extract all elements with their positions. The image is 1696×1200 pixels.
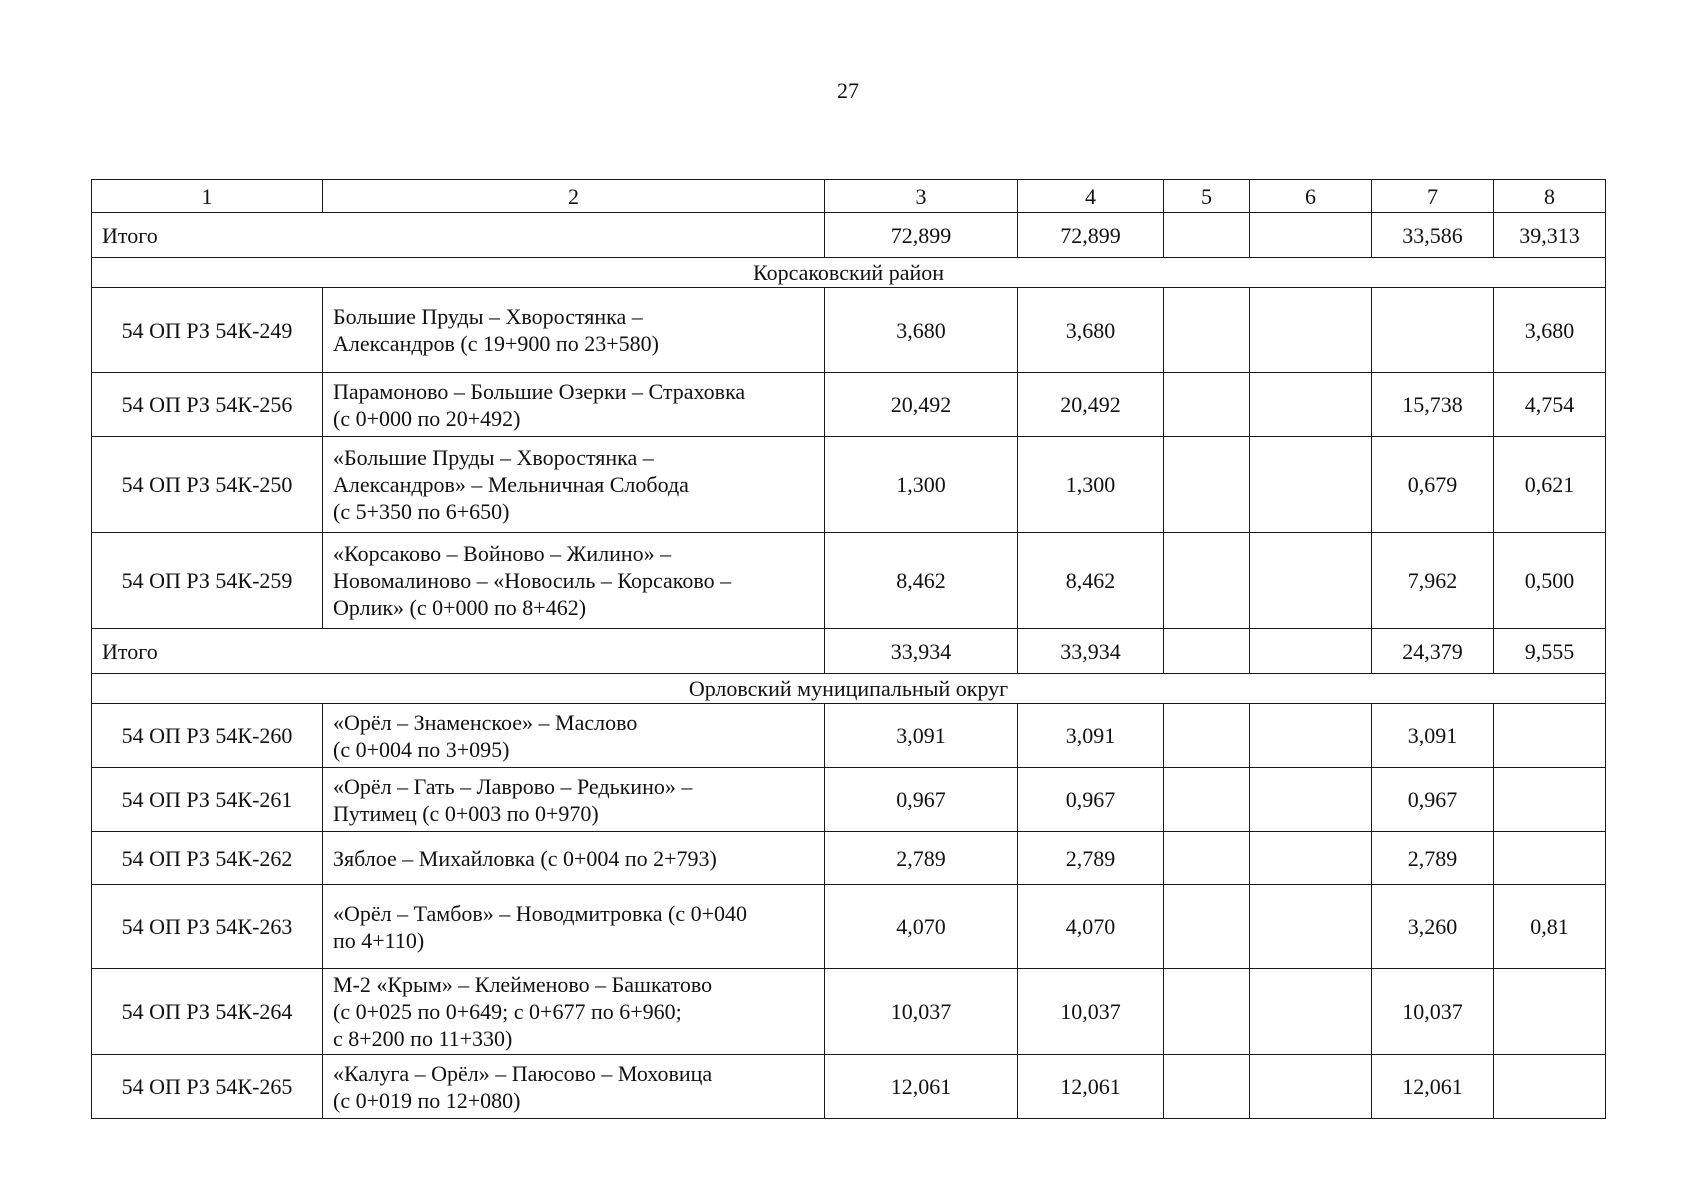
value-col-5	[1164, 533, 1250, 629]
value-col-8	[1494, 832, 1606, 885]
value-col-6	[1250, 885, 1372, 969]
total-value-col-8: 9,555	[1494, 629, 1606, 674]
column-number-3: 3	[825, 180, 1018, 213]
column-number-7: 7	[1372, 180, 1494, 213]
total-value-col-4: 72,899	[1018, 213, 1164, 258]
road-code: 54 ОП РЗ 54К-263	[92, 885, 323, 969]
total-row	[92, 213, 1606, 258]
road-code: 54 ОП РЗ 54К-259	[92, 533, 323, 629]
total-value-col-5	[1164, 213, 1250, 258]
value-col-8: 0,621	[1494, 437, 1606, 533]
value-col-7: 2,789	[1372, 832, 1494, 885]
total-value-col-3: 33,934	[825, 629, 1018, 674]
value-col-7: 7,962	[1372, 533, 1494, 629]
value-col-8: 0,500	[1494, 533, 1606, 629]
total-value-col-8: 39,313	[1494, 213, 1606, 258]
value-col-6	[1250, 768, 1372, 832]
value-col-4: 8,462	[1018, 533, 1164, 629]
value-col-3: 4,070	[825, 885, 1018, 969]
total-label: Итого	[92, 629, 825, 674]
value-col-5	[1164, 1055, 1250, 1119]
value-col-5	[1164, 969, 1250, 1055]
value-col-3: 2,789	[825, 832, 1018, 885]
road-table	[91, 179, 1606, 1119]
road-code: 54 ОП РЗ 54К-261	[92, 768, 323, 832]
road-name: Парамоново – Большие Озерки – Страховка (с 0+000 по 20+492)	[323, 373, 825, 437]
table-row	[92, 288, 1606, 373]
table-row	[92, 704, 1606, 768]
value-col-7: 3,091	[1372, 704, 1494, 768]
total-value-col-4: 33,934	[1018, 629, 1164, 674]
section-heading: Корсаковский район	[92, 258, 1606, 288]
value-col-7: 3,260	[1372, 885, 1494, 969]
value-col-3: 3,680	[825, 288, 1018, 373]
road-name: Зяблое – Михайловка (с 0+004 по 2+793)	[323, 832, 825, 885]
column-number-6: 6	[1250, 180, 1372, 213]
table-row	[92, 533, 1606, 629]
value-col-4: 12,061	[1018, 1055, 1164, 1119]
road-code: 54 ОП РЗ 54К-249	[92, 288, 323, 373]
value-col-3: 8,462	[825, 533, 1018, 629]
total-row	[92, 629, 1606, 674]
value-col-6	[1250, 533, 1372, 629]
value-col-4: 2,789	[1018, 832, 1164, 885]
total-value-col-5	[1164, 629, 1250, 674]
value-col-4: 3,091	[1018, 704, 1164, 768]
road-name: «Орёл – Гать – Лаврово – Редькино» – Путимец (с 0+003 по 0+970)	[323, 768, 825, 832]
value-col-7: 15,738	[1372, 373, 1494, 437]
road-code: 54 ОП РЗ 54К-262	[92, 832, 323, 885]
value-col-3: 0,967	[825, 768, 1018, 832]
value-col-8: 4,754	[1494, 373, 1606, 437]
value-col-6	[1250, 437, 1372, 533]
value-col-5	[1164, 704, 1250, 768]
road-name: «Калуга – Орёл» – Паюсово – Моховица (с 0+019 по 12+080)	[323, 1055, 825, 1119]
value-col-3: 20,492	[825, 373, 1018, 437]
road-name: «Большие Пруды – Хворостянка – Александров» – Мельничная Слобода (с 5+350 по 6+650)	[323, 437, 825, 533]
road-name: М-2 «Крым» – Клейменово – Башкатово (с 0+025 по 0+649; с 0+677 по 6+960; с 8+200 по 11+330)	[323, 969, 825, 1055]
table-row	[92, 1055, 1606, 1119]
road-code: 54 ОП РЗ 54К-260	[92, 704, 323, 768]
page-number: 27	[837, 78, 859, 103]
value-col-7: 10,037	[1372, 969, 1494, 1055]
value-col-8: 3,680	[1494, 288, 1606, 373]
table-row	[92, 373, 1606, 437]
section-heading-row	[92, 674, 1606, 704]
value-col-7: 0,967	[1372, 768, 1494, 832]
total-value-col-6	[1250, 213, 1372, 258]
road-code: 54 ОП РЗ 54К-250	[92, 437, 323, 533]
value-col-7: 12,061	[1372, 1055, 1494, 1119]
road-code: 54 ОП РЗ 54К-265	[92, 1055, 323, 1119]
road-name: «Орёл – Знаменское» – Маслово (с 0+004 по 3+095)	[323, 704, 825, 768]
value-col-5	[1164, 373, 1250, 437]
value-col-8	[1494, 1055, 1606, 1119]
value-col-6	[1250, 704, 1372, 768]
value-col-5	[1164, 768, 1250, 832]
road-name: «Орёл – Тамбов» – Новодмитровка (с 0+040 по 4+110)	[323, 885, 825, 969]
value-col-3: 1,300	[825, 437, 1018, 533]
total-value-col-6	[1250, 629, 1372, 674]
value-col-6	[1250, 288, 1372, 373]
value-col-4: 10,037	[1018, 969, 1164, 1055]
column-number-4: 4	[1018, 180, 1164, 213]
table-row	[92, 832, 1606, 885]
value-col-3: 12,061	[825, 1055, 1018, 1119]
column-number-5: 5	[1164, 180, 1250, 213]
column-number-row	[92, 180, 1606, 213]
table-body	[92, 180, 1606, 1119]
total-value-col-7: 33,586	[1372, 213, 1494, 258]
value-col-4: 3,680	[1018, 288, 1164, 373]
value-col-5	[1164, 832, 1250, 885]
value-col-4: 20,492	[1018, 373, 1164, 437]
value-col-5	[1164, 288, 1250, 373]
value-col-6	[1250, 373, 1372, 437]
total-value-col-7: 24,379	[1372, 629, 1494, 674]
value-col-5	[1164, 437, 1250, 533]
value-col-7	[1372, 288, 1494, 373]
column-number-8: 8	[1494, 180, 1606, 213]
value-col-6	[1250, 969, 1372, 1055]
value-col-6	[1250, 1055, 1372, 1119]
value-col-7: 0,679	[1372, 437, 1494, 533]
column-number-2: 2	[323, 180, 825, 213]
road-code: 54 ОП РЗ 54К-264	[92, 969, 323, 1055]
value-col-4: 4,070	[1018, 885, 1164, 969]
column-number-1: 1	[92, 180, 323, 213]
value-col-3: 10,037	[825, 969, 1018, 1055]
table-row	[92, 969, 1606, 1055]
section-heading-row	[92, 258, 1606, 288]
value-col-8	[1494, 768, 1606, 832]
total-label: Итого	[92, 213, 825, 258]
total-value-col-3: 72,899	[825, 213, 1018, 258]
table-row	[92, 768, 1606, 832]
value-col-4: 1,300	[1018, 437, 1164, 533]
road-name: «Корсаково – Войново – Жилино» – Новомалиново – «Новосиль – Корсаково – Орлик» (с 0+000 по 8+462)	[323, 533, 825, 629]
section-heading: Орловский муниципальный округ	[92, 674, 1606, 704]
value-col-5	[1164, 885, 1250, 969]
value-col-3: 3,091	[825, 704, 1018, 768]
value-col-8: 0,81	[1494, 885, 1606, 969]
value-col-4: 0,967	[1018, 768, 1164, 832]
table-row	[92, 437, 1606, 533]
table-row	[92, 885, 1606, 969]
road-name: Большие Пруды – Хворостянка – Александров (с 19+900 по 23+580)	[323, 288, 825, 373]
value-col-6	[1250, 832, 1372, 885]
road-code: 54 ОП РЗ 54К-256	[92, 373, 323, 437]
value-col-8	[1494, 969, 1606, 1055]
value-col-8	[1494, 704, 1606, 768]
